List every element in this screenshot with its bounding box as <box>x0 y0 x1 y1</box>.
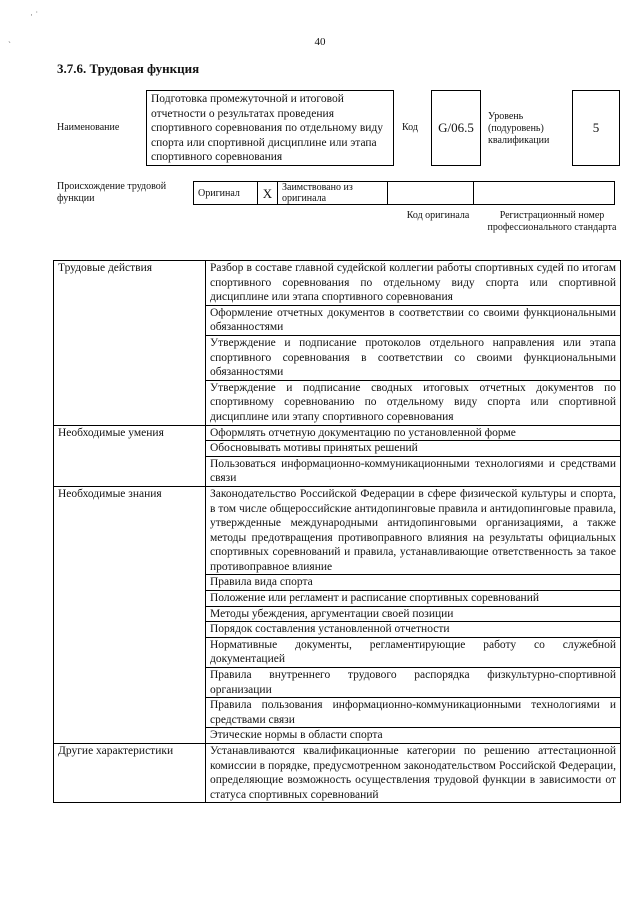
scan-speck: ` <box>8 40 11 50</box>
category-cell: Необходимые умения <box>54 425 206 486</box>
description-cell: Правила внутреннего трудового распорядка физкультурно-спортивной организации <box>206 668 621 698</box>
registration-number-cell <box>474 182 615 205</box>
original-code-cell <box>388 182 474 205</box>
description-cell: Нормативные документы, регламентирующие работу со служебной документацией <box>206 637 621 667</box>
table-row <box>54 744 621 803</box>
description-cell: Пользоваться информационно-коммуникационными технологиями и средствами связи <box>206 456 621 486</box>
main-table <box>53 260 621 803</box>
original-code-note: Код оригинала <box>406 210 470 221</box>
description-cell: Оформление отчетных документов в соответствии со своими функциональными обязанностями <box>206 305 621 335</box>
description-cell: Порядок составления установленной отчетности <box>206 622 621 638</box>
function-name-box: Подготовка промежуточной и итоговой отчетности о результатах проведения спортивного соревнования по отдельному виду спорта или спортивной дисциплине или этапа спортивного соревнования <box>146 90 394 166</box>
origin-label: Происхождение трудовой функции <box>57 181 167 204</box>
description-cell: Разбор в составе главной судейской коллегии работы спортивных судей по итогам спортивного соревнования по отдельному виду спорта или спортивной дисциплине или этапа спортивного соревнования <box>206 261 621 306</box>
description-cell: Устанавливаются квалификационные категории по решению аттестационной комиссии в порядке, предусмотренном законодательством Российской Федерации, определяющие возможность осуществления трудовой функции в зависимости от статуса спортивных соревнований <box>206 744 621 803</box>
description-cell: Обосновывать мотивы принятых решений <box>206 441 621 457</box>
borrowed-label: Заимствовано из оригинала <box>278 182 388 205</box>
function-code-value: G/06.5 <box>438 120 474 135</box>
description-cell: Положение или регламент и расписание спортивных соревнований <box>206 591 621 607</box>
level-label: Уровень (подуровень) квалификации <box>488 111 550 146</box>
code-label: Код <box>402 122 418 133</box>
scan-speck: · ˙ <box>30 10 39 20</box>
original-label: Оригинал <box>194 182 258 205</box>
category-cell: Необходимые знания <box>54 486 206 743</box>
category-cell: Другие характеристики <box>54 744 206 803</box>
description-cell: Оформлять отчетную документацию по установленной форме <box>206 425 621 441</box>
description-cell: Методы убеждения, аргументации своей позиции <box>206 606 621 622</box>
origin-table <box>193 181 615 205</box>
table-row <box>54 486 621 575</box>
table-row <box>54 261 621 306</box>
description-cell: Этические нормы в области спорта <box>206 728 621 744</box>
description-cell: Законодательство Российской Федерации в сфере физической культуры и спорта, в том числе общероссийские антидопинговые правила и антидопинговые правила, утвержденные международными антидопинговыми организациями, а также методы предотвращения противоправного влияния на результаты официальных спортивных соревнований и правила, устанавливающие ответственность за такое противоправное влияние <box>206 486 621 575</box>
level-value: 5 <box>592 120 600 135</box>
description-cell: Правила вида спорта <box>206 575 621 591</box>
name-label: Наименование <box>57 122 120 133</box>
table-row <box>54 425 621 441</box>
level-box <box>572 90 620 166</box>
page-number: 40 <box>314 36 326 48</box>
function-code-box <box>431 90 481 166</box>
category-cell: Трудовые действия <box>54 261 206 426</box>
description-cell: Утверждение и подписание протоколов отдельного направления или этапа спортивного соревнования в соответствии со своими функциональными обязанностями <box>206 335 621 380</box>
description-cell: Утверждение и подписание сводных итоговых отчетных документов по спортивному соревнованию по отдельному виду спорта или спортивной дисциплине или этапу спортивного соревнования <box>206 380 621 425</box>
section-title: 3.7.6. Трудовая функция <box>57 61 200 76</box>
description-cell: Правила пользования информационно-коммуникационными технологиями и средствами связи <box>206 698 621 728</box>
registration-number-note: Регистрационный номер профессионального стандарта <box>487 210 617 233</box>
original-mark: X <box>258 182 278 205</box>
